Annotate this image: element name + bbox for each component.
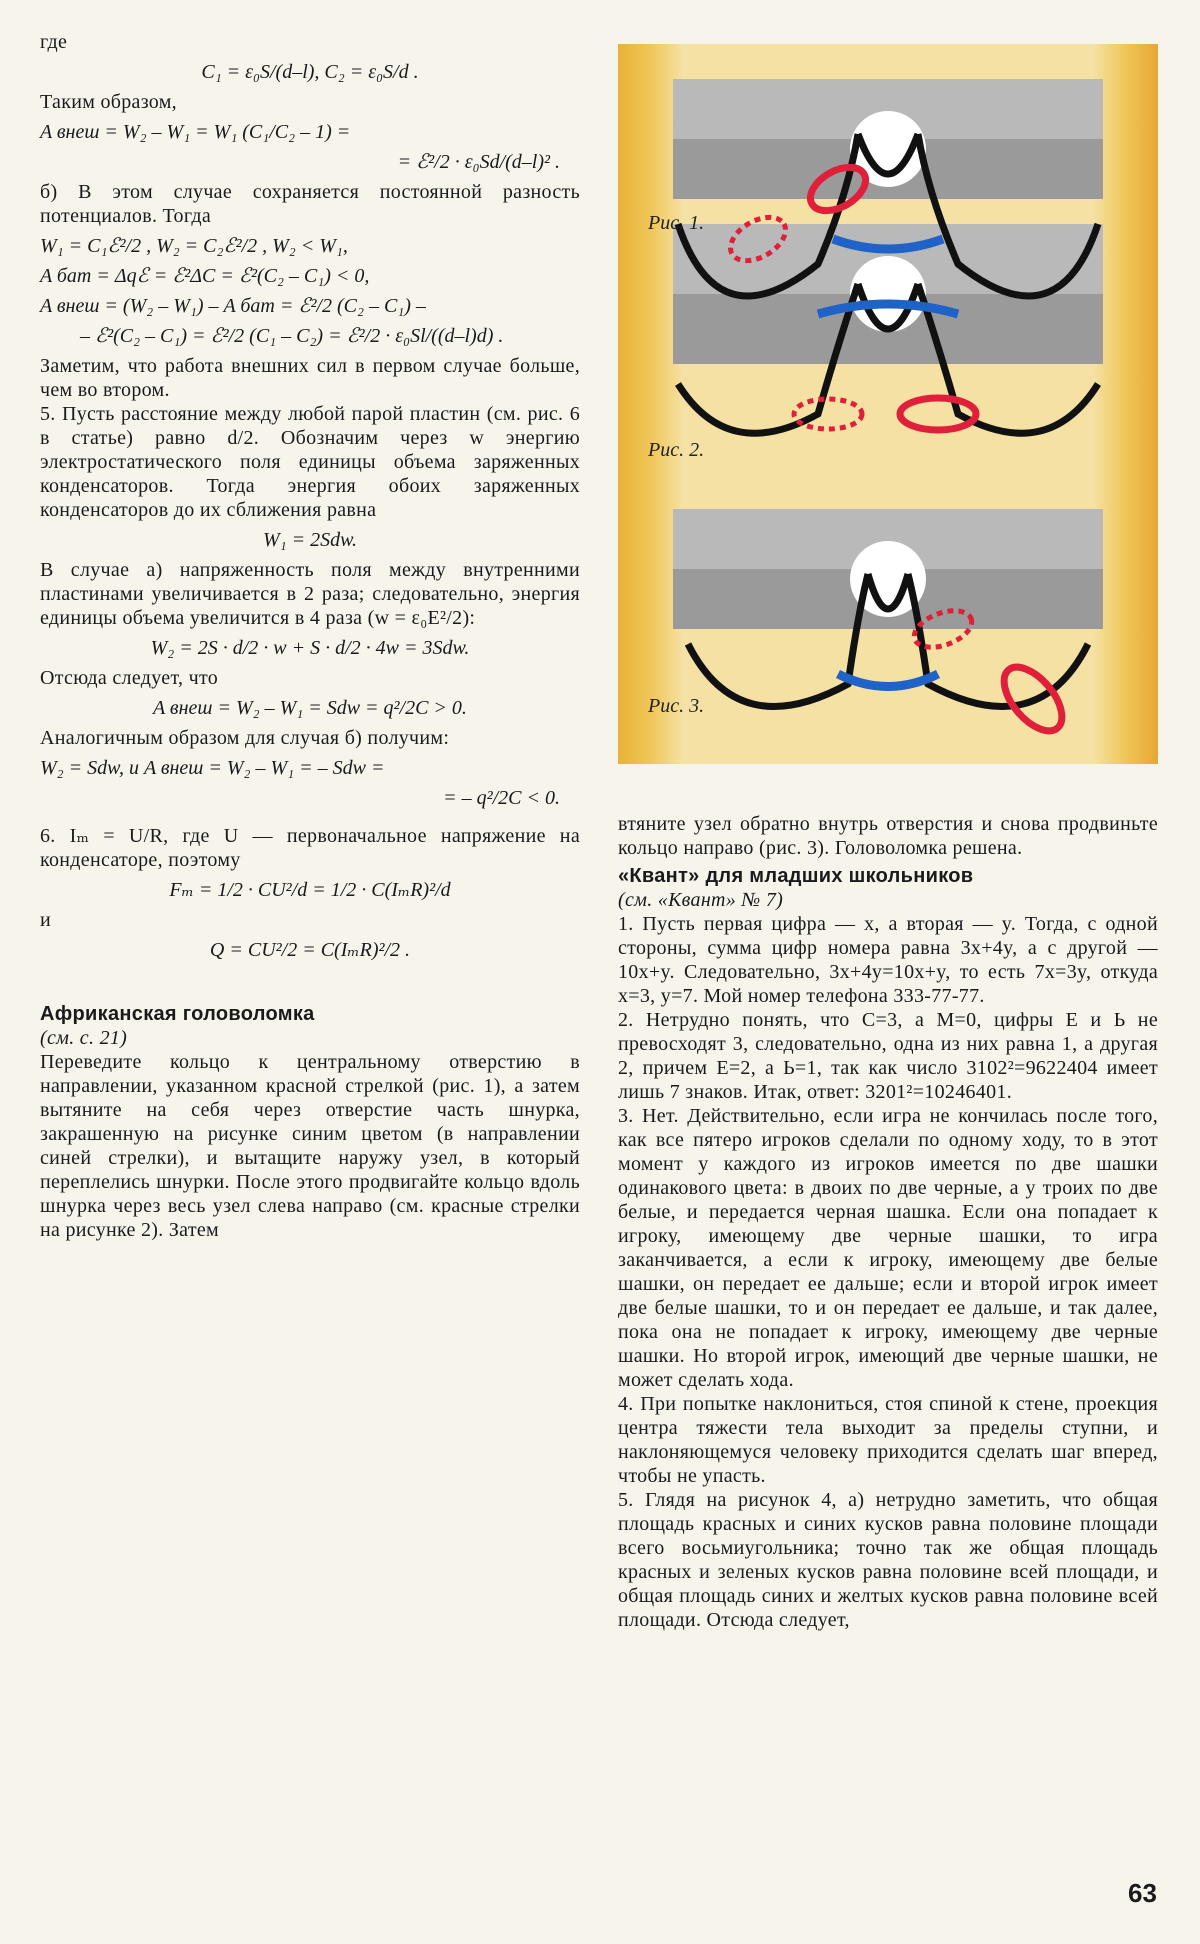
answer-2-text: 2. Нетрудно понять, что C=3, а M=0, цифры E и Ь не превосходят 3, следовательно, одна из них равна 1, а другая 2, причем E=2, а Ь=1, так как число 3102²=9622404 имеет лишь 7 знаков. Итак, ответ: 3201²=10246401. — [618, 1009, 1158, 1103]
answer-1-text: 1. Пусть первая цифра — x, а вторая — y. Тогда, с одной стороны, сумма цифр номера равна 3x+4y, а с другой — 10x+y. Следовательно, 3x+4y=10x+y, то есть 7x=3y, откуда x=3, y=7. Мой номер телефона 333-77-77. — [618, 913, 1158, 1007]
similar-text: Аналогичным образом для случая б) получим: — [40, 727, 450, 749]
equation-charge: Q = CU²/2 = C(IₘR)²/2 . — [209, 939, 411, 961]
right-column — [618, 812, 1158, 1632]
equation-external-work-2: – ℰ²(C₂ – C₁) = ℰ²/2 (C₁ – C₂) = ℰ²/2 · ε₀Sl/((d–l)d) . — [80, 325, 504, 347]
problem-5-text: 5. Пусть расстояние между любой парой пластин (см. рис. 6 в статье) равно d/2. Обозначим через w энергию электростатического поля единицы объема заряженных конденсаторов. Тогда энергия обоих заряженных конденсаторов до их сближения равна — [40, 403, 580, 521]
figure-3-label: Рис. 3. — [648, 695, 705, 717]
equation-capacitances: C₁ = ε₀S/(d–l), C₂ = ε₀S/d . — [201, 61, 419, 83]
puzzle-continuation-text: втяните узел обратно внутрь отверстия и снова продвиньте кольцо направо (рис. 3). Головоломка решена. — [618, 813, 1158, 859]
figure-1-label: Рис. 1. — [648, 212, 705, 234]
equation-external-work: A внеш = (W₂ – W₁) – A бат = ℰ²/2 (C₂ – C₁) – — [40, 295, 426, 317]
note-text: Заметим, что работа внешних сил в первом случае больше, чем во втором. — [40, 355, 580, 401]
answer-4-text: 4. При попытке наклониться, стоя спиной к стене, проекция центра тяжести тела выходит за пределы ступни, и наклоняющемуся человеку приходится сделать шаг вперед, чтобы не упасть. — [618, 1393, 1158, 1487]
cord-blue-3 — [838, 674, 938, 687]
equation-work-1: A внеш = W₂ – W₁ = W₁ (C₁/C₂ – 1) = — [40, 121, 351, 143]
equation-w2: W₂ = 2S · d/2 · w + S · d/2 · 4w = 3Sdw. — [150, 637, 470, 659]
puzzle-illustration — [618, 44, 1158, 764]
thus-text: Таким образом, — [40, 91, 177, 113]
figure-2-label: Рис. 2. — [648, 439, 705, 461]
equation-w2-case-b: W₂ = Sdw, и A внеш = W₂ – W₁ = – Sdw = — [40, 757, 385, 779]
answer-3-text: 3. Нет. Действительно, если игра не кончилась после того, как все пятеро игроков сделали по одному ходу, то в этот момент у каждого из игроков имеется по две шашки одинакового цвета: в двоих по две черные, а у троих по две белые, и передается черная шашка. Если она попадает к игроку, имеющему две черные шашки, то игра заканчивается, а если к игроку, имеющему две белые шашки, он передает ее дальше; если и второй игрок имеет две белые шашки, то и он передает ее дальше, и так далее, пока она не попадает к игроку, имеющему две черные шашки. Но второй игрок, имеющий две черные шашки, не может сделать хода. — [618, 1105, 1158, 1391]
equation-energies: W₁ = C₁ℰ²/2 , W₂ = C₂ℰ²/2 , W₂ < W₁, — [40, 235, 348, 257]
where-text: где — [40, 31, 68, 53]
equation-force: Fₘ = 1/2 · CU²/d = 1/2 · C(IₘR)²/d — [169, 879, 451, 901]
page-number: 63 — [1128, 1878, 1157, 1908]
african-puzzle-heading: Африканская головоломка — [40, 1003, 315, 1025]
hence-text: Отсюда следует, что — [40, 667, 219, 689]
equation-w2-case-b-2: = – q²/2C < 0. — [443, 787, 560, 809]
equation-external-work-3: A внеш = W₂ – W₁ = Sdw = q²/2C > 0. — [153, 697, 467, 719]
case-b-text: б) В этом случае сохраняется постоянной разность потенциалов. Тогда — [40, 181, 580, 227]
kvant-heading: «Квант» для младших школьников — [618, 865, 974, 887]
african-puzzle-ref: (см. с. 21) — [40, 1027, 128, 1049]
equation-w1: W₁ = 2Sdw. — [263, 529, 357, 551]
problem-6-text: 6. Iₘ = U/R, где U — первоначальное напряжение на конденсаторе, поэтому — [40, 825, 580, 871]
kvant-ref: (см. «Квант» № 7) — [618, 889, 784, 911]
equation-battery-work: A бат = Δqℰ = ℰ²ΔC = ℰ²(C₂ – C₁) < 0, — [40, 265, 370, 287]
and-text: и — [40, 909, 52, 931]
case-a-text: В случае а) напряженность поля между внутренними пластинами увеличивается в 2 раза; следовательно, энергия единицы объема увеличится в 4 раза (w = ε₀E²/2): — [40, 559, 580, 629]
puzzle-figure — [618, 44, 1158, 764]
answer-5-text: 5. Глядя на рисунок 4, а) нетрудно заметить, что общая площадь красных и синих кусков равна половине площади всего восьмиугольника; точно так же общая площадь красных и зеленых кусков равна половине всей площади, и общая площадь синих и желтых кусков равна половине всей площади. Отсюда следует, — [618, 1489, 1158, 1631]
african-puzzle-text: Переведите кольцо к центральному отверстию в направлении, указанном красной стрелкой (рис. 1), а затем вытяните на себя через отверстие часть шнурка, закрашенную на рисунке синим цветом (в направлении синей стрелки), и вытащите наружу узел, в который переплелись шнурки. После этого продвигайте кольцо вдоль шнурка через весь узел слева направо (см. красные стрелки на рисунке 2). Затем — [40, 1051, 580, 1241]
left-column — [40, 30, 580, 1242]
equation-work-1b: = ℰ²/2 · ε₀Sd/(d–l)² . — [397, 151, 560, 173]
